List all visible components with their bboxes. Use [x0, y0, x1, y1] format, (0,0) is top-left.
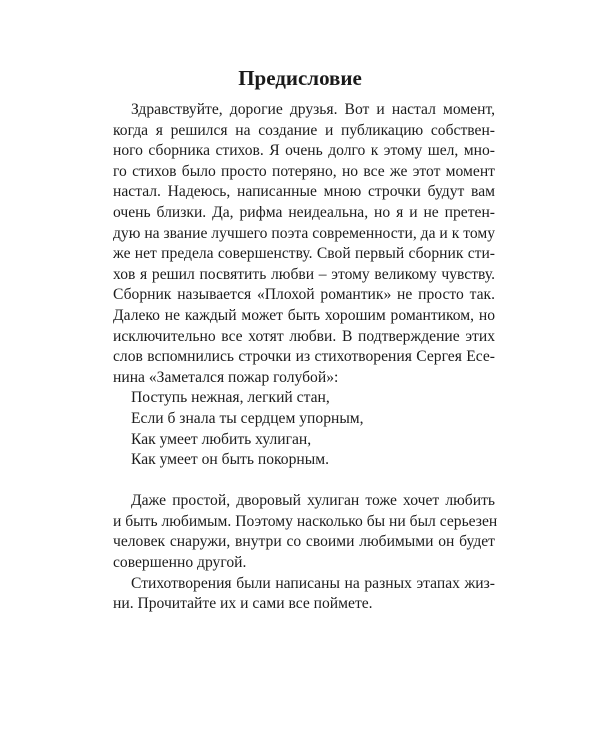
- text-line: Даже простой, дворовый хулиган тоже хочет любить: [131, 492, 495, 510]
- page-heading: Предисловие: [238, 66, 362, 90]
- text-line: дую на звание лучшего поэта современности, да и к тому: [113, 224, 495, 242]
- text-line: нина «Заметался пожар голубой»:: [113, 368, 339, 386]
- text-line: очень близки. Да, рифма неидеальна, но я и не претен-: [113, 203, 495, 221]
- text-line: настал. Надеюсь, написанные мною строчки будут вам: [113, 183, 495, 201]
- paragraph-closing: [113, 574, 495, 615]
- verse-quote: [113, 388, 495, 470]
- text-line: и быть любимым. Поэтому насколько бы ни был серьезен: [113, 512, 498, 530]
- text-line: же нет предела совершенству. Свой первый сборник сти-: [113, 245, 495, 263]
- text-line: когда я решился на создание и публикацию собствен-: [113, 121, 495, 139]
- verse-line: Как умеет любить хулиган,: [131, 430, 312, 448]
- text-line: Далеко не каждый может быть хорошим романтиком, но: [113, 306, 495, 324]
- text-line: исключительно все хотят любви. В подтверждение этих: [113, 327, 495, 345]
- spacer: [113, 471, 495, 492]
- text-line: ни. Прочитайте их и сами все поймете.: [113, 595, 373, 613]
- text-line: человек снаружи, внутри со своими любимыми он будет: [113, 533, 495, 551]
- text-line: Стихотворения были написаны на разных этапах жиз-: [131, 574, 495, 592]
- verse-line: Как умеет он быть покорным.: [131, 451, 329, 469]
- paragraph-intro: [113, 100, 495, 388]
- text-line: слов вспомнились строчки из стихотворения Сергея Есе-: [113, 348, 495, 366]
- text-line: хов я решил посвятить любви – этому великому чувству.: [113, 265, 495, 283]
- text-line: Сборник называется «Плохой романтик» не просто так.: [113, 286, 495, 304]
- page-body: [113, 100, 498, 615]
- verse-line: Если б знала ты сердцем упорным,: [131, 409, 364, 427]
- text-line: совершенно другой.: [113, 554, 247, 572]
- text-line: ного сборника стихов. Я очень долго к этому шел, мно-: [113, 142, 495, 160]
- paragraph-hooligan: [113, 491, 498, 573]
- text-line: го стихов было просто потеряно, но все же этот момент: [113, 162, 495, 180]
- verse-line: Поступь нежная, легкий стан,: [131, 389, 330, 407]
- text-line: Здравствуйте, дорогие друзья. Вот и настал момент,: [131, 101, 495, 118]
